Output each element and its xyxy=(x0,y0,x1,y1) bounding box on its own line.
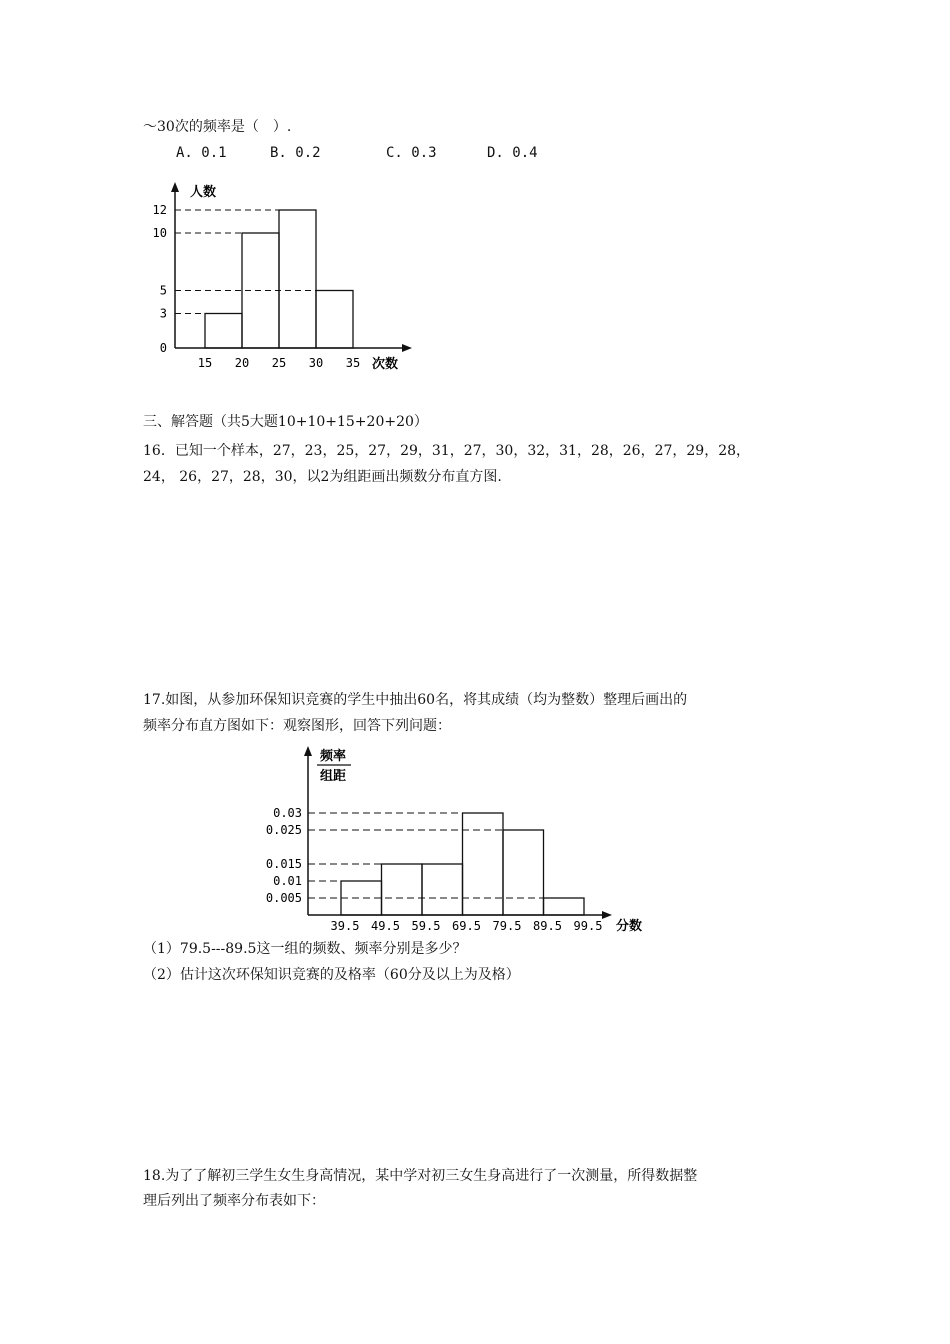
chart1-x-axis-arrow xyxy=(402,344,412,352)
q16-line-2: 24， 26，27，28，30，以2为组距画出频数分布直方图. xyxy=(143,469,502,485)
chart2-bar xyxy=(422,864,463,915)
chart2-y-tick-label: 0.025 xyxy=(265,823,302,837)
q17-line-2: 频率分布直方图如下：观察图形，回答下列问题： xyxy=(143,718,451,734)
chart1-bar xyxy=(205,314,242,349)
q17-sub-question-1: （1）79.5---89.5这一组的频数、频率分别是多少？ xyxy=(143,941,467,957)
q16-line-1: 16．已知一个样本，27，23，25，27，29，31，27，30，32，31，28，26，27，29，28， xyxy=(143,443,751,459)
histogram-count-chart xyxy=(130,178,430,378)
q18-line-1: 18.为了了解初三学生女生身高情况，某中学对初三女生身高进行了一次测量，所得数据整 xyxy=(143,1168,698,1184)
chart2-x-tick-label: 49.5 xyxy=(371,919,400,933)
chart2-x-tick-label: 39.5 xyxy=(330,919,360,933)
chart2-xlabel: 分数 xyxy=(616,919,643,934)
q15-option-a: A. 0.1 xyxy=(176,145,227,161)
chart1-y-axis-arrow xyxy=(171,182,179,192)
chart2-x-tick-label: 59.5 xyxy=(411,919,441,933)
chart2-y-tick-label: 0.015 xyxy=(265,857,302,871)
chart1-x-tick-label: 25 xyxy=(271,356,287,370)
chart2-y-axis-arrow xyxy=(304,746,312,756)
chart1-y-tick-label: 5 xyxy=(159,283,167,298)
chart1-y-tick-label: 3 xyxy=(159,306,167,321)
chart2-x-tick-label: 99.5 xyxy=(573,919,603,933)
chart1-y-tick-label: 12 xyxy=(152,203,167,217)
frequency-histogram-chart xyxy=(250,740,660,940)
chart2-y-tick-label: 0.03 xyxy=(273,806,302,820)
chart2-x-tick-label: 89.5 xyxy=(533,919,562,933)
chart2-x-tick-label: 69.5 xyxy=(452,919,481,933)
chart1-bar xyxy=(279,210,316,348)
chart1-ylabel: 人数 xyxy=(190,185,217,200)
chart1-xlabel: 次数 xyxy=(372,357,399,372)
q15-option-c: C. 0.3 xyxy=(386,145,437,161)
chart1-y-tick-label: 0 xyxy=(159,341,167,355)
chart2-x-axis-arrow xyxy=(602,911,612,919)
q15-stem: ～30次的频率是（ ）. xyxy=(143,119,292,135)
q18-line-2: 理后列出了频率分布表如下： xyxy=(143,1193,325,1209)
chart2-x-tick-label: 79.5 xyxy=(492,919,522,933)
chart1-bar xyxy=(316,291,353,349)
chart2-bar xyxy=(544,898,585,915)
chart2-ylabel-bottom: 组距 xyxy=(320,769,347,784)
chart1-x-tick-label: 35 xyxy=(345,356,361,370)
chart2-bar xyxy=(503,830,544,915)
q15-option-d: D. 0.4 xyxy=(487,145,538,161)
q17-line-1: 17.如图，从参加环保知识竞赛的学生中抽出60名，将其成绩（均为整数）整理后画出的 xyxy=(143,692,688,708)
chart2-bar xyxy=(463,813,504,915)
chart1-x-tick-label: 30 xyxy=(308,356,324,370)
chart2-y-tick-label: 0.01 xyxy=(273,874,302,888)
chart1-y-tick-label: 10 xyxy=(152,226,167,240)
q15-option-b: B. 0.2 xyxy=(270,145,321,161)
q17-sub-question-2: （2）估计这次环保知识竞赛的及格率（60分及以上为及格） xyxy=(143,967,520,983)
chart2-ylabel-top: 频率 xyxy=(320,749,347,764)
section-3-title: 三、解答题（共5大题10+10+15+20+20） xyxy=(143,414,428,430)
chart1-x-tick-label: 20 xyxy=(234,356,250,370)
chart1-x-tick-label: 15 xyxy=(197,356,213,370)
chart2-bar xyxy=(382,864,423,915)
chart2-y-tick-label: 0.005 xyxy=(265,891,302,905)
